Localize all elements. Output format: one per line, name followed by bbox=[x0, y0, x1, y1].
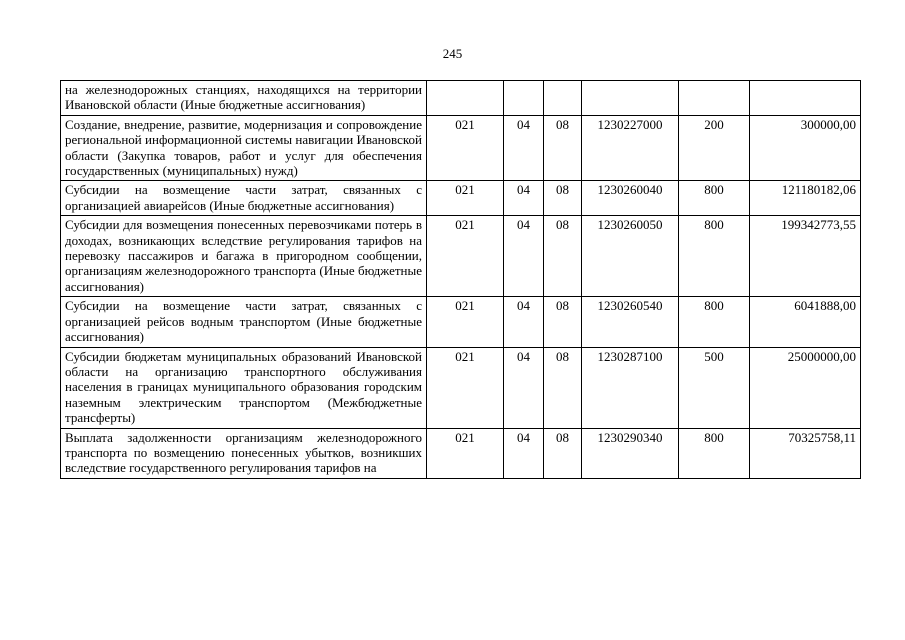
row-expense-type-code: 800 bbox=[679, 297, 750, 347]
row-target-code: 1230260540 bbox=[582, 297, 679, 347]
table-row bbox=[61, 347, 861, 428]
table-body bbox=[61, 81, 861, 479]
row-description: на железнодорожных станциях, находящихся на территории Ивановской области (Иные бюджетные ассигнования) bbox=[61, 81, 427, 116]
row-amount: 6041888,00 bbox=[750, 297, 861, 347]
row-description: Субсидии бюджетам муниципальных образований Ивановской области на организацию транспортного обслуживания населения в границах муниципального образования городским наземным электрическим транспортом (Межбюджетные трансферты) bbox=[61, 347, 427, 428]
row-target-code: 1230260040 bbox=[582, 181, 679, 216]
row-section-code: 04 bbox=[504, 115, 544, 181]
row-description: Субсидии для возмещения понесенных перевозчиками потерь в доходах, возникающих вследствие регулирования тарифов на перевозку пассажиров и багажа в пригородном сообщении, организациям железнодорожного транспорта (Иные бюджетные ассигнования) bbox=[61, 216, 427, 297]
row-section-code: 04 bbox=[504, 347, 544, 428]
row-ministry-code: 021 bbox=[427, 297, 504, 347]
table-row bbox=[61, 428, 861, 478]
row-subsection-code: 08 bbox=[544, 115, 582, 181]
row-description: Субсидии на возмещение части затрат, связанных с организацией авиарейсов (Иные бюджетные ассигнования) bbox=[61, 181, 427, 216]
row-amount bbox=[750, 81, 861, 116]
row-amount: 300000,00 bbox=[750, 115, 861, 181]
row-expense-type-code bbox=[679, 81, 750, 116]
row-section-code: 04 bbox=[504, 216, 544, 297]
row-section-code bbox=[504, 81, 544, 116]
row-section-code: 04 bbox=[504, 428, 544, 478]
row-amount: 70325758,11 bbox=[750, 428, 861, 478]
row-description: Субсидии на возмещение части затрат, связанных с организацией рейсов водным транспортом (Иные бюджетные ассигнования) bbox=[61, 297, 427, 347]
row-target-code: 1230290340 bbox=[582, 428, 679, 478]
table-row bbox=[61, 81, 861, 116]
row-target-code: 1230260050 bbox=[582, 216, 679, 297]
row-ministry-code bbox=[427, 81, 504, 116]
row-ministry-code: 021 bbox=[427, 115, 504, 181]
row-subsection-code bbox=[544, 81, 582, 116]
row-expense-type-code: 200 bbox=[679, 115, 750, 181]
table-row bbox=[61, 181, 861, 216]
row-ministry-code: 021 bbox=[427, 428, 504, 478]
page-number: 245 bbox=[442, 46, 463, 61]
row-ministry-code: 021 bbox=[427, 181, 504, 216]
table-row bbox=[61, 115, 861, 181]
row-subsection-code: 08 bbox=[544, 181, 582, 216]
row-subsection-code: 08 bbox=[544, 297, 582, 347]
row-subsection-code: 08 bbox=[544, 347, 582, 428]
row-section-code: 04 bbox=[504, 297, 544, 347]
row-target-code: 1230287100 bbox=[582, 347, 679, 428]
row-expense-type-code: 800 bbox=[679, 428, 750, 478]
row-target-code bbox=[582, 81, 679, 116]
row-target-code: 1230227000 bbox=[582, 115, 679, 181]
row-expense-type-code: 500 bbox=[679, 347, 750, 428]
row-description: Выплата задолженности организациям железнодорожного транспорта по возмещению понесенных убытков, возникших вследствие государственного регулирования тарифов на bbox=[61, 428, 427, 478]
row-description: Создание, внедрение, развитие, модернизация и сопровождение региональной информационной системы навигации Ивановской области (Закупка товаров, работ и услуг для обеспечения государственных (муниципальных) нужд) bbox=[61, 115, 427, 181]
row-ministry-code: 021 bbox=[427, 216, 504, 297]
row-ministry-code: 021 bbox=[427, 347, 504, 428]
row-subsection-code: 08 bbox=[544, 216, 582, 297]
row-amount: 121180182,06 bbox=[750, 181, 861, 216]
row-expense-type-code: 800 bbox=[679, 216, 750, 297]
row-expense-type-code: 800 bbox=[679, 181, 750, 216]
row-amount: 25000000,00 bbox=[750, 347, 861, 428]
row-section-code: 04 bbox=[504, 181, 544, 216]
row-amount: 199342773,55 bbox=[750, 216, 861, 297]
table-row bbox=[61, 297, 861, 347]
budget-table bbox=[60, 80, 861, 479]
row-subsection-code: 08 bbox=[544, 428, 582, 478]
table-row bbox=[61, 216, 861, 297]
